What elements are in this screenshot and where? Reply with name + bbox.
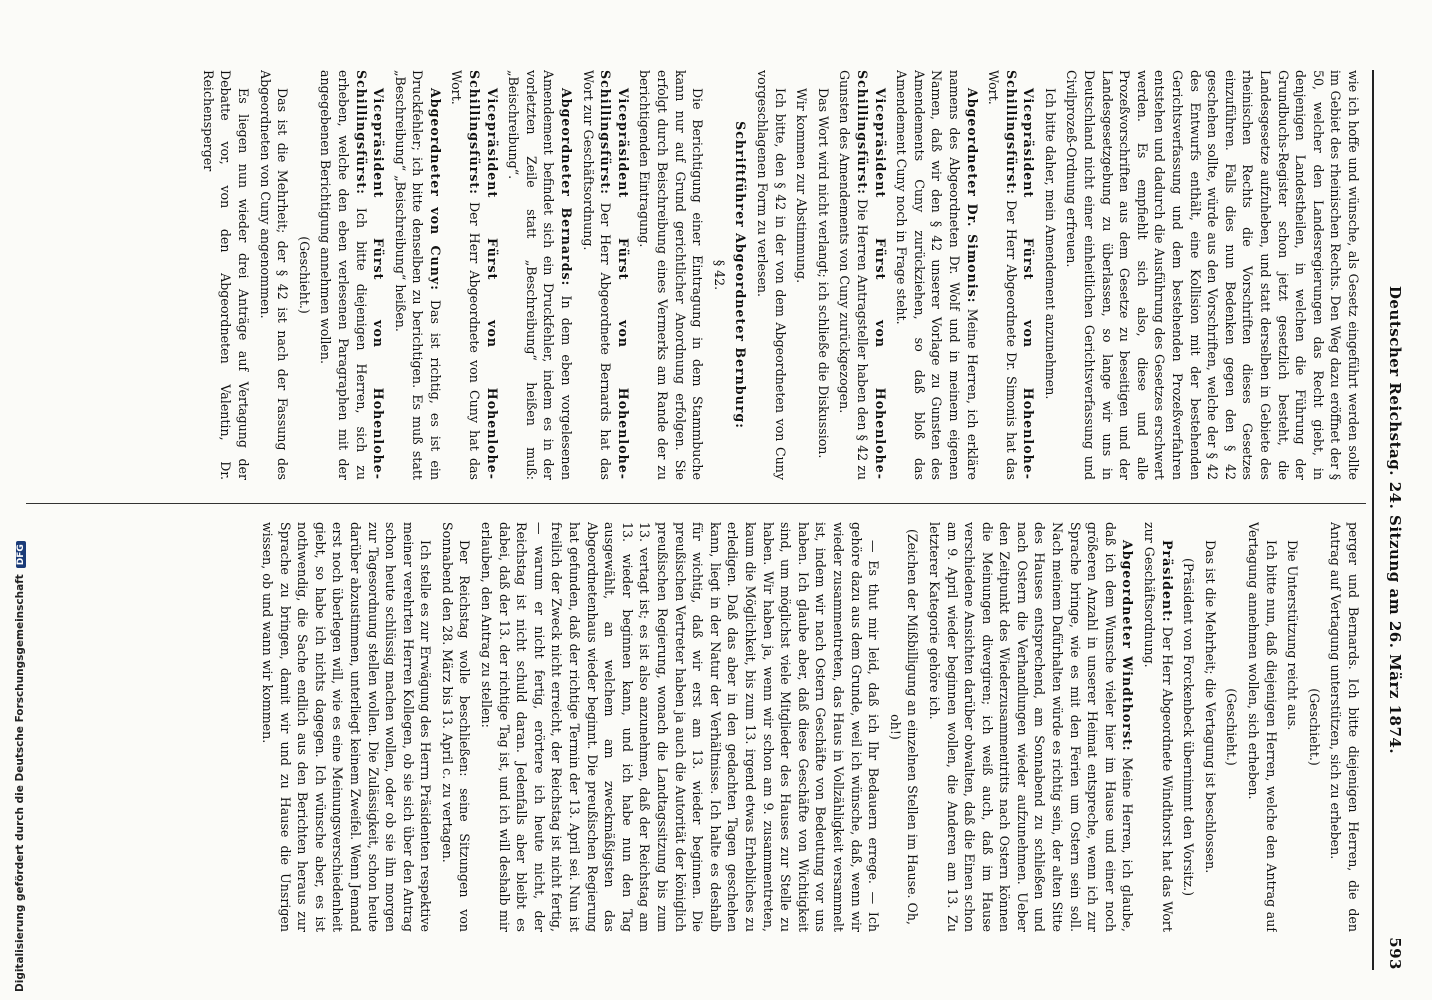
dfg-logo: DFG bbox=[16, 541, 26, 568]
paragraph: Ich bitte daher, mein Amendement anzunehmen. bbox=[1042, 88, 1058, 400]
paragraph: Die Unterstützung reicht aus. bbox=[1285, 540, 1301, 731]
paragraph: Ich bitte, den § 42 in der von dem Abgeordneten von Cuny vorgeschlagenen Form zu verlesen. bbox=[755, 70, 788, 480]
digitization-notice bbox=[14, 12, 28, 992]
speech-text: Der Herr Abgeordnete Windthorst hat das Wort zur Geschäftsordnung. bbox=[1142, 522, 1175, 932]
paragraph: Es liegen nun wieder drei Anträge auf Vertagung der Debatte vor, von den Abgeordneten Valentin, Dr. Reichensperger bbox=[200, 70, 251, 480]
paragraph: Ich stelle es zur Erwägung des Herrn Präsidenten respektive meiner verehrten Herren Kollegen, ob sie sich über den Antrag schon heute schlüssig machen wollen, oder ob sie ihn morgen zur Tagesordnung stellen wollen. Die Zulässigkeit, schon heute darüber abzustimmen, unterliegt keinem Zweifel. Wenn Jemand erst noch überlegen will, wie es eine Meinungsverschiedenheit giebt, so habe ich nichts dagegen. Ich wünsche aber, es ist nothwendig, die Sache endlich aus den Berichten heraus zur Sprache zu bringen, damit wir und zu Hause die Unsrigen wissen, ob und wann wir kommen. bbox=[259, 522, 434, 932]
speaker-name: Abgeordneter Bernards: bbox=[559, 88, 575, 287]
speech-text: Der Herr Abgeordnete Bernards hat das Wort zur Geschäftsordnung. bbox=[580, 70, 614, 480]
speech-text: Das ist richtig, es ist ein Druckfehler; ich bitte denselben zu berichtigen. Es muß statt „Beschreibung“ „Beischreibung“ heißen. bbox=[392, 70, 443, 480]
speaker-name: Abgeordneter von Cuny: bbox=[427, 88, 443, 291]
digitization-text: Digitalisierung gefördert durch die Deutsche Forschungsgemeinschaft bbox=[14, 574, 26, 992]
speech-text: In dem eben vorgelesenen Amendement befindet sich ein Druckfehler, indem es in der vorletzten Zeile statt „Beschreibung“ heißen muß: „Beischreibung“. bbox=[506, 70, 575, 480]
speaker-name: Vicepräsident Fürst von Hohenlohe-Schillingsfürst: bbox=[1003, 70, 1037, 480]
speech-text: Die Herren Antragsteller haben den § 42 zu Gunsten des Amendements von Cuny zurückgezogen. bbox=[837, 70, 870, 480]
stage-direction: (Geschieht.) bbox=[296, 236, 312, 314]
speech-text: Meine Herren, ich erkläre namens des Abgeordneten Dr. Wolf und in meinem eigenen Namen, daß wir den § 42 unserer Vorlage zu Gunsten des Amendements Cuny zurückziehen, so daß bloß das Amendement Cuny noch in Frage steht. bbox=[894, 70, 980, 480]
paragraph: Das Wort wird nicht verlangt; ich schließe die Diskussion. bbox=[815, 88, 831, 459]
left-column bbox=[32, 70, 1362, 480]
paragraph: Wir kommen zur Abstimmung. bbox=[794, 88, 810, 284]
paragraph: — Es thut mir leid, daß ich Ihr Bedauern errege. — Ich gehöre dazu aus dem Grunde, weil ich wünsche, daß, wenn wir wieder zusammentreten, das Haus in Vollzähligkeit versammelt ist, indem wir nach Ostern Geschäfte von Bedeutung vor uns haben. Ich glaube aber, daß diese Geschäfte von Wichtigkeit sind, um möglichst viele Mitglieder des Hauses zur Stelle zu haben. Wir haben ja, wenn wir schon am 9. zusammentreten, kaum die Möglichkeit, bis zum 13. irgend etwas Erhebliches zu erledigen. Daß das aber in den gedachten Tagen geschehen kann, liegt in der Natur der Verhältnisse. Ich halte es deshalb für wichtig, daß wir erst am 13. wieder beginnen. Die preußischen Vertreter haben ja auch die Autorität der königlich preußischen Regierung, wonach die Landtagssitzung bis zum 13. vertagt ist; es ist also anzunehmen, daß der Reichstag am 13. wieder beginnen kann, und ich habe nun den Tag ausgewählt, an welchem am zweckmäßigsten das Abgeordnetenhaus wieder beginnt. Die preußischen Regierung hat gefunden, daß der richtige Termin der 13. April sei. Nun ist freilich der Zweck nicht erreicht, der Reichstag ist nicht fertig, — warum er nicht fertig, erörtere ich heute nicht, der Reichstag ist nicht schuld daran. Jedenfalls aber bleibt es dabei, daß der 13. der richtige Tag ist, und ich will deshalb mir erlauben, den Antrag zu stellen: bbox=[479, 522, 882, 932]
header-rule bbox=[1372, 70, 1374, 970]
stage-direction: (Geschieht.) bbox=[1224, 688, 1240, 766]
speech-text: Der Herr Abgeordnete Dr. Simonis hat das Wort. bbox=[986, 70, 1019, 480]
speaker-name: Präsident: bbox=[1159, 540, 1175, 623]
header-title: Deutscher Reichstag. 24. Sitzung am 26. März 1874. bbox=[1386, 285, 1404, 755]
paragraph: Die Berichtigung einer Eintragung in dem Stammbuche kann nur auf Grund gerichtlicher Anordnung erfolgen. Sie erfolgt durch Beischreibung eines Vermerks am Rande der zu berichtigenden Eintragung. bbox=[637, 70, 706, 480]
paragraph: Der Reichstag wolle beschließen: seine Sitzungen von Sonnabend den 28. März bis 13. April c. zu vertagen. bbox=[439, 522, 473, 932]
speech-text: Ich bitte diejenigen Herren, sich zu erheben, welche den eben verlesenen Paragraphen mit der angegebenen Berichtigung annehmen wollen. bbox=[318, 70, 369, 480]
speaker-name: Vicepräsident Fürst von Hohenlohe-Schillingsfürst: bbox=[598, 70, 631, 480]
paragraph: wie ich hoffe und wünsche, als Gesetz eingeführt werden sollte im Gebiet des rheinischen Rechts. Den Weg dazu eröffnet der § 50, welcher den Landesregierungen das Recht giebt, in denjenigen Landestheilen, in welchen die Führung der Grundbuchs-Register schon jetzt gesetzlich besteht, die Landesgesetze aufzuheben, und statt derselben in Gebiete des rheinischen Rechts die Vorschriften dieses Gesetzes einzuführen. Falls dies nun Bedenken gegen den § 42 geschehen sollte, würde aus den Vorschriften, welche der § 42 des Entwurfs enthält, eine Kollision mit der bestehenden Gerichtsverfassung und dem bestehenden Prozeßverfahren entstehen und dadurch die Ausführung des Gesetzes erschwert werden. Es empfiehlt sich also, diese und alle Prozeßvorschriften aus dem Gesetze zu beseitigen und der Landesgesetzgebung zu überlassen, so lange wir uns in Deutschland nicht einer einheitlichen Gerichtsverfassung und Civilprozeß-Ordnung erfreuen. bbox=[1064, 70, 1361, 480]
column-divider bbox=[26, 503, 1366, 504]
right-column bbox=[32, 522, 1362, 932]
speaker-name: Schriftführer Abgeordneter Bernburg: bbox=[733, 121, 749, 429]
speaker-name: Vicepräsident Fürst von Hohenlohe-Schillingsfürst: bbox=[467, 70, 500, 480]
page-number: 593 bbox=[1386, 937, 1404, 970]
speaker-name: Vicepräsident Fürst von Hohenlohe-Schillingsfürst: bbox=[854, 70, 888, 480]
page-header bbox=[1380, 70, 1404, 970]
speech-text: Meine Herren, ich glaube, daß ich dem Wunsche vieler hier im Hause und einer noch größeren Anzahl in unserer Heimat entspreche, wenn ich zur Sprache bringe, wie es mit den Ferien um Ostern sein soll. Nach meinem Dafürhalten würde es richtig sein, der alten Sitte des Hauses entsprechend, am Sonnabend zu schließen und nach Ostern die Verhandlungen wieder aufzunehmen. Ueber den Zeitpunkt des Wiederzusammentritts nach Ostern können die Meinungen divergiren; ich weiß auch, daß im Hause verschiedene Ansichten darüber obwalten, daß die Einen schon am 9. April wieder beginnen wollen, die Anderen am 13. Zu letzterer Kategorie gehöre ich. bbox=[926, 522, 1136, 932]
paragraph: perger und Bernards. Ich bitte diejenigen Herren, die den Antrag auf Vertagung unterstützen, sich zu erheben. bbox=[1328, 522, 1361, 932]
speaker-name: Abgeordneter Dr. Simonis: bbox=[964, 88, 980, 304]
stage-direction: (Geschieht.) bbox=[1306, 688, 1322, 766]
paragraph: Das ist die Mehrheit; der § 42 ist nach der Fassung des Abgeordneten von Cuny angenommen. bbox=[257, 70, 291, 480]
speech-text: Der Herr Abgeordnete von Cuny hat das Wort. bbox=[449, 70, 483, 480]
section-heading: § 42. bbox=[711, 259, 727, 291]
stage-direction: (Präsident von Forckenbeck übernimmt den Vorsitz.) bbox=[1181, 557, 1197, 896]
stage-direction: (Zeichen der Mißbilligung an einzelnen Stellen im Hause. Oh, oh!) bbox=[887, 529, 921, 925]
speaker-name: Abgeordneter Windthorst: bbox=[1120, 540, 1136, 752]
speaker-name: Vicepräsident Fürst von Hohenlohe-Schillingsfürst: bbox=[353, 70, 387, 480]
paragraph: Das ist die Mehrheit; die Vertagung ist beschlossen. bbox=[1202, 540, 1218, 874]
paragraph: Ich bitte nun, daß diejenigen Herren, welche den Antrag auf Vertagung annehmen wollen, sich erheben. bbox=[1246, 522, 1279, 932]
